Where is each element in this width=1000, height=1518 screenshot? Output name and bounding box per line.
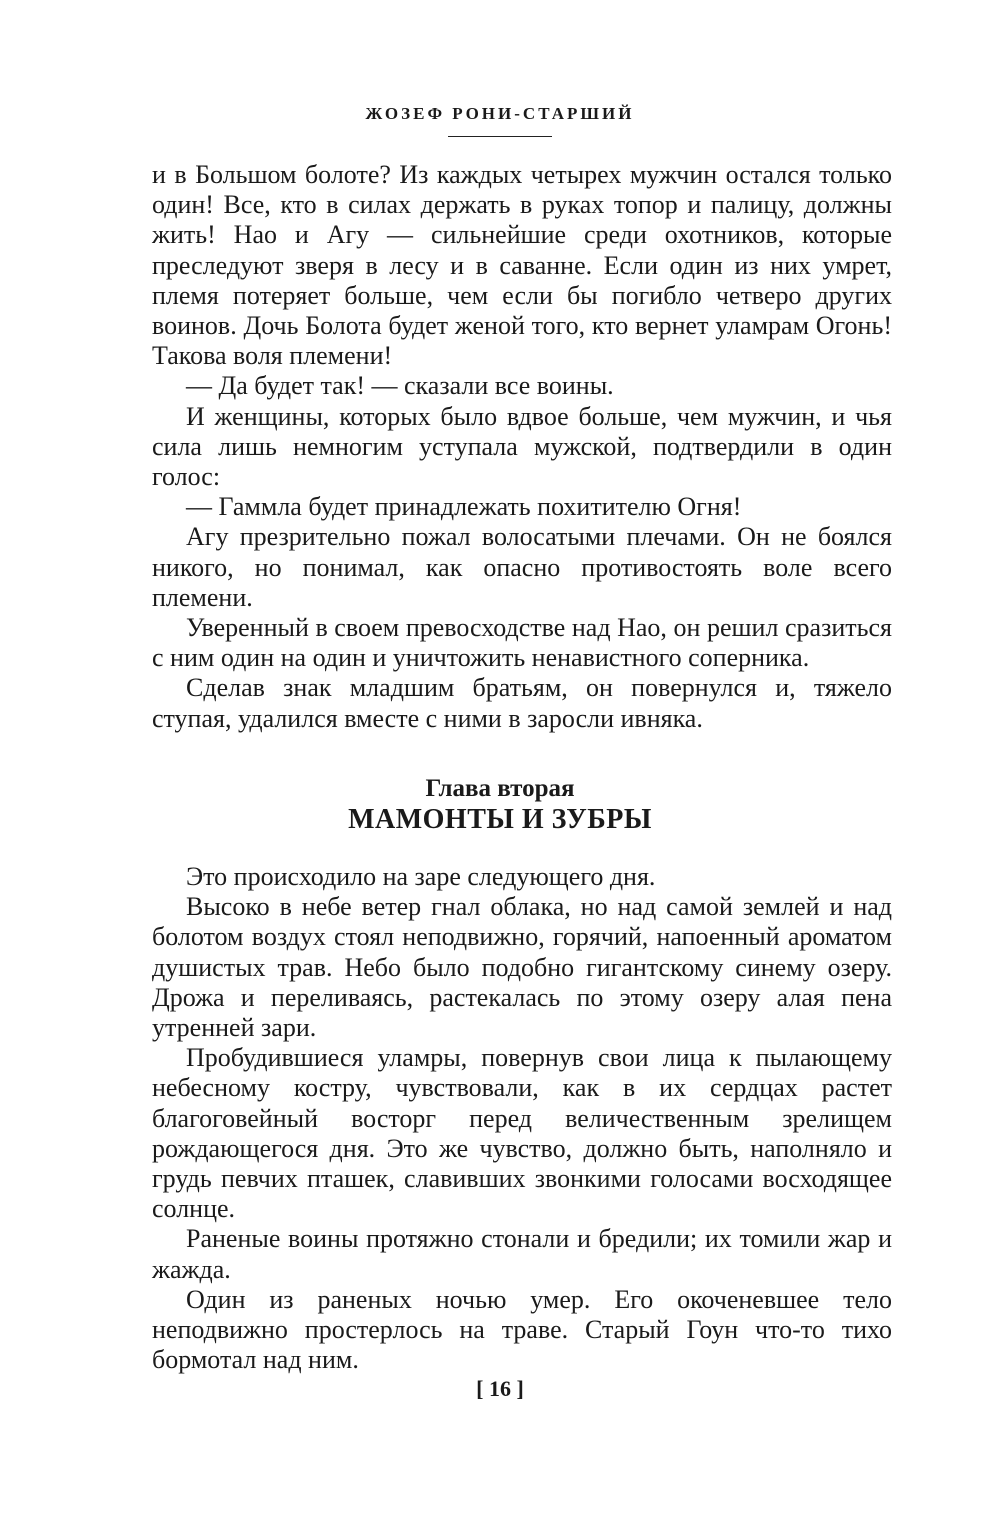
paragraph: Это происходило на заре следующего дня.: [186, 862, 656, 891]
chapter-title: МАМОНТЫ И ЗУБРЫ: [348, 804, 652, 835]
chapter-label: Глава вторая: [425, 775, 575, 802]
paragraph: Уверенный в своем превосходстве над Нао, он решил сразиться с ним один на один и уничтожить ненавистного соперника.: [152, 613, 892, 673]
paragraph: Один из раненых ночью умер. Его окоченевшее тело неподвижно простерлось на траве. Старый Гоун что-то тихо бормотал над ним.: [152, 1284, 892, 1375]
paragraph: Пробудившиеся уламры, повернув свои лица к пылающему небесному костру, чувствовали, как в их сердцах растет благоговейный восторг перед величественным зрелищем рождающегося дня. Это же чувство, должно быть, наполняло и грудь певчих пташек, славивших звонкими голосами восходящее солнце.: [152, 1043, 892, 1224]
paragraph: Высоко в небе ветер гнал облака, но над самой землей и над болотом воздух стоял неподвижно, горячий, напоенный ароматом душистых трав. Небо было подобно гигантскому синему озеру. Дрожа и переливаясь, растекалась по этому озеру алая пена утренней зари.: [152, 892, 892, 1043]
header-rule: [448, 136, 552, 137]
paragraph: — Гаммла будет принадлежать похитителю Огня!: [186, 492, 742, 522]
running-head: ЖОЗЕФ РОНИ-СТАРШИЙ: [365, 104, 635, 123]
paragraph: — Да будет так! — сказали все воины.: [186, 371, 614, 401]
text-block-bottom: [152, 862, 892, 1375]
text-block-top: [152, 160, 892, 734]
paragraph: Агу презрительно пожал волосатыми плечами. Он не боялся никого, но понимал, как опасно противостоять воле всего племени.: [152, 522, 892, 612]
paragraph: Раненые воины протяжно стонали и бредили; их томили жар и жажда.: [152, 1224, 892, 1284]
paragraph: Сделав знак младшим братьям, он повернулся и, тяжело ступая, удалился вместе с ними в заросли ивняка.: [152, 673, 892, 733]
page-number: [ 16 ]: [476, 1376, 524, 1401]
paragraph: И женщины, которых было вдвое больше, чем мужчин, и чья сила лишь немногим уступала мужской, подтвердили в один голос:: [152, 401, 892, 492]
paragraph: и в Большом болоте? Из каждых четырех мужчин остался только один! Все, кто в силах держать в руках топор и палицу, должны жить! Нао и Агу — сильнейшие среди охотников, которые преследуют зверя в лесу и в саванне. Если один из них умрет, племя потеряет больше, чем если бы погибло четверо других воинов. Дочь Болота будет женой того, кто вернет уламрам Огонь! Такова воля племени!: [152, 160, 892, 371]
